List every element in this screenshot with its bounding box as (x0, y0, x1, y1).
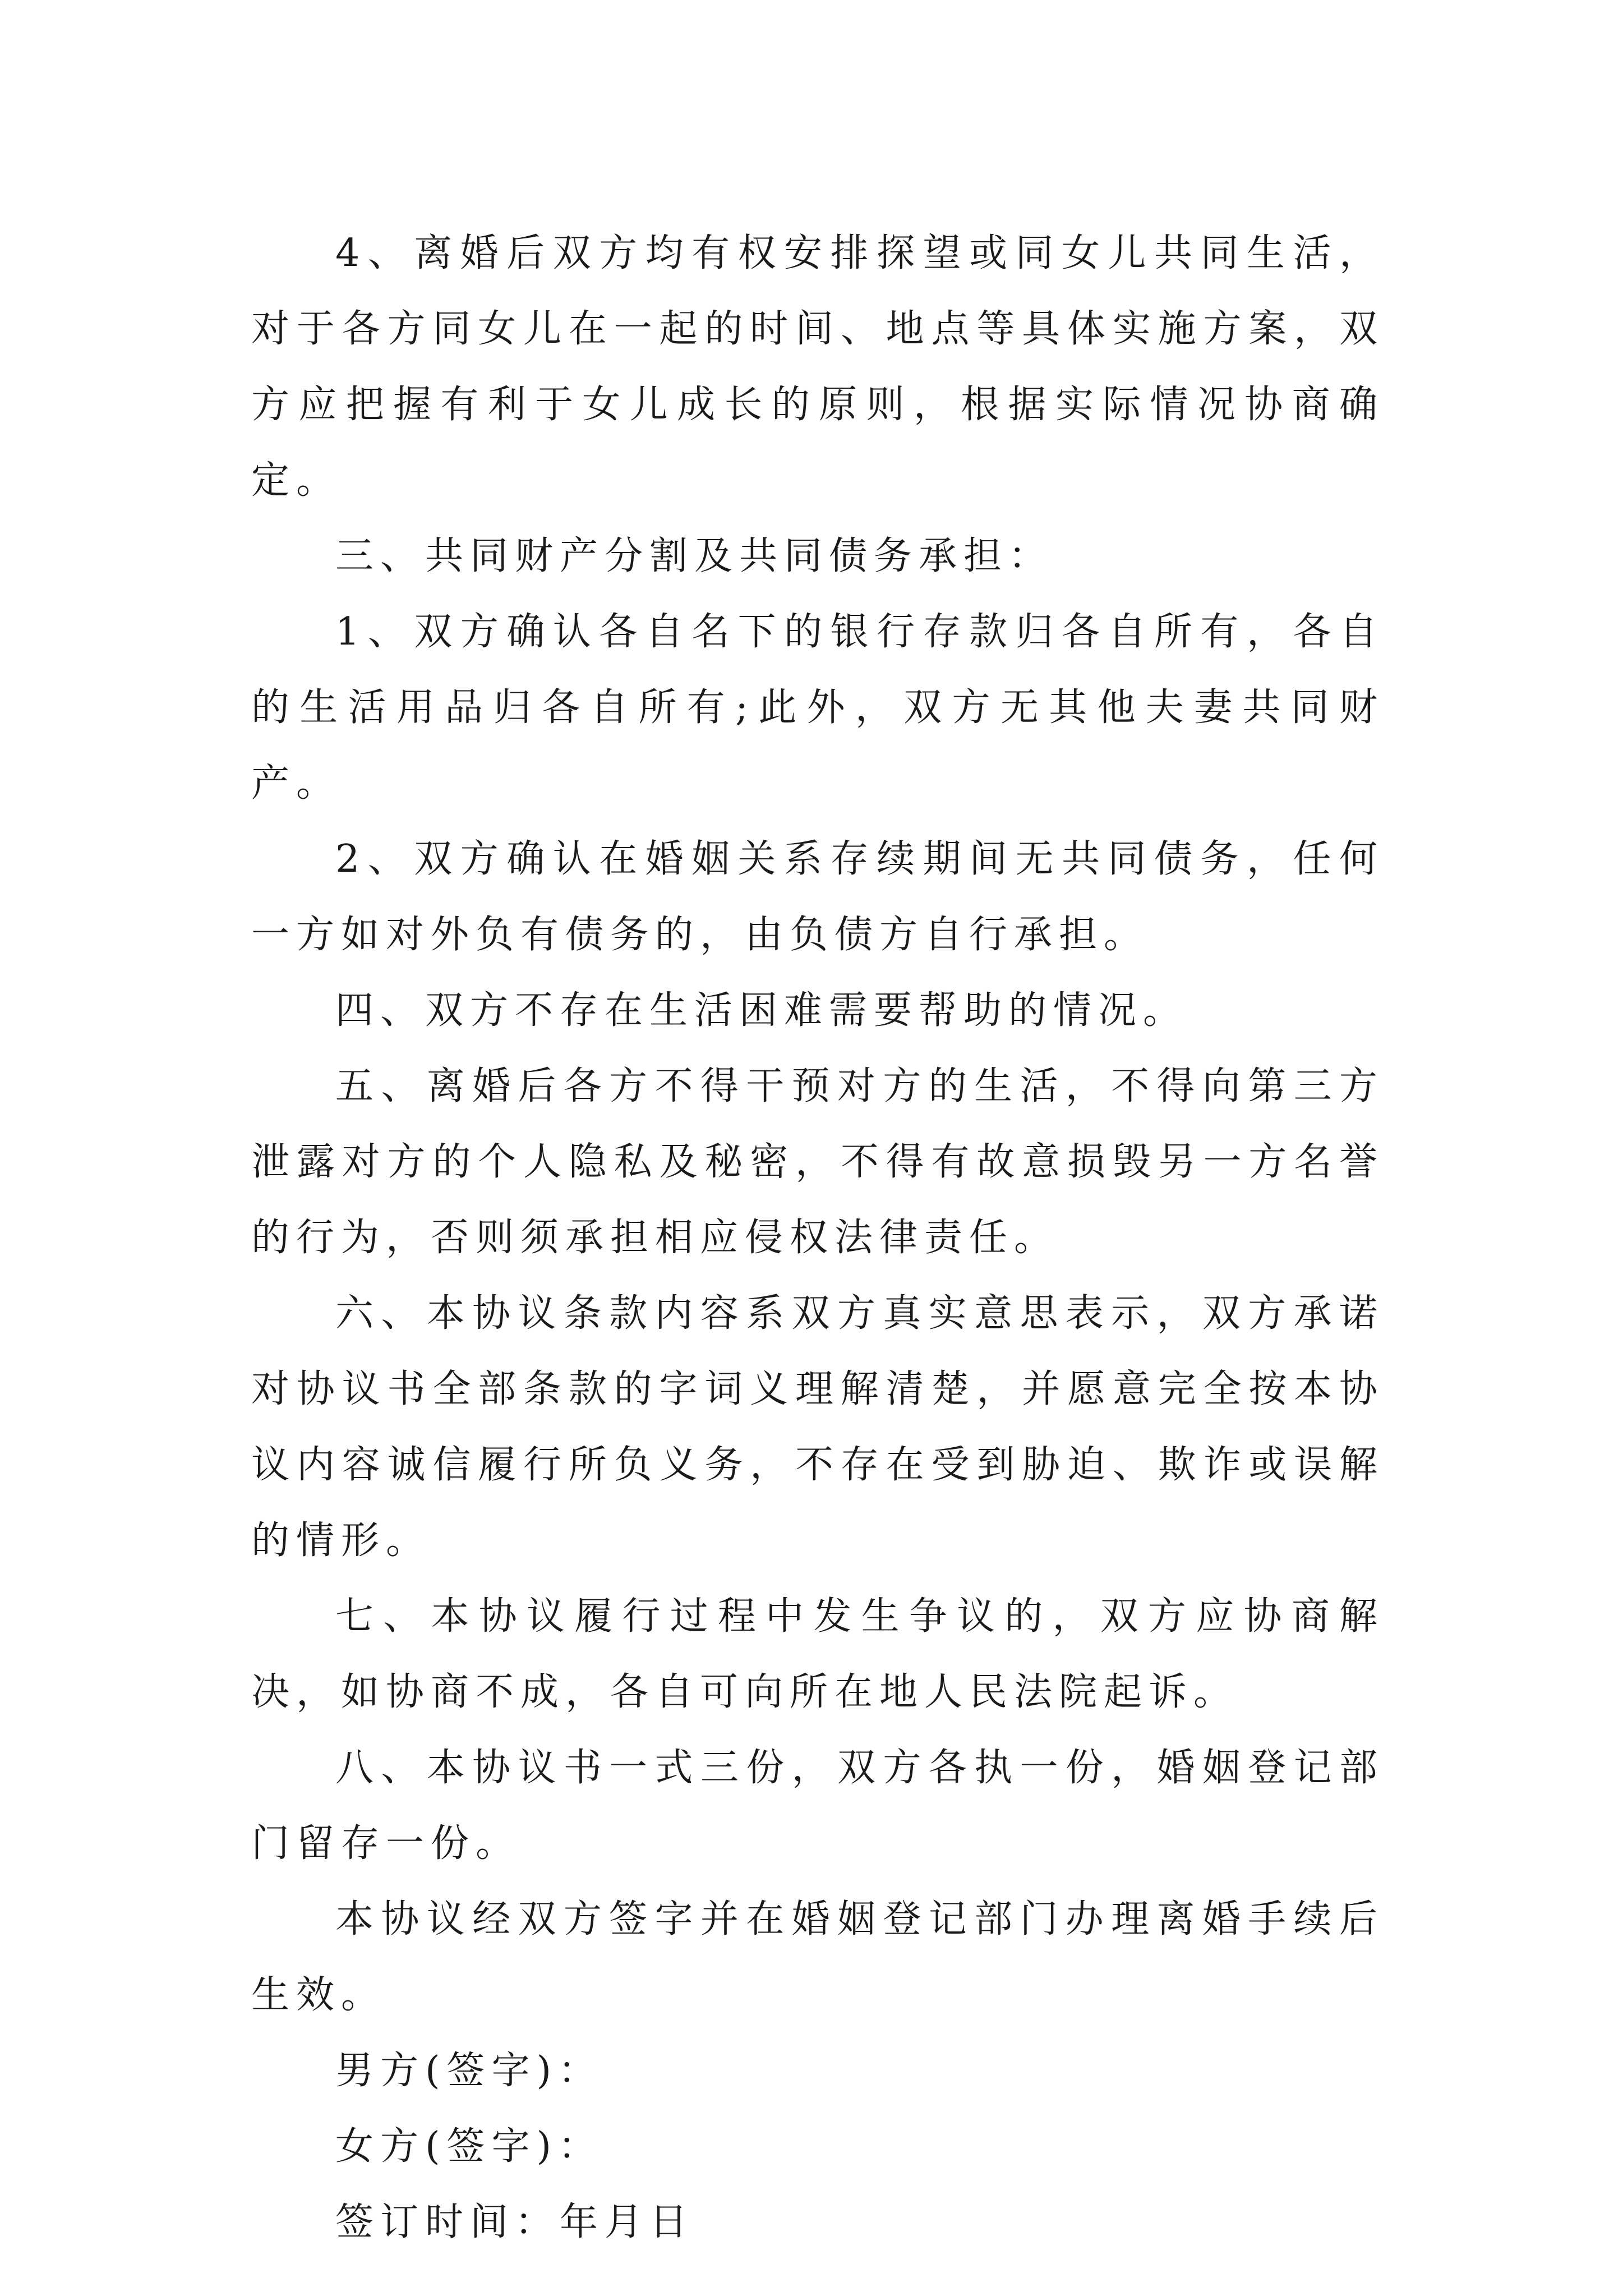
signing-date-line: 签订时间：年月日 (335, 2200, 695, 2244)
section-6-intent: 六、本协议条款内容系双方真实意思表示，双方承诺对协议书全部条款的字词义理解清楚，并愿意完全按本协议内容诚信履行所负义务，不存在受到胁迫、欺诈或误解的情形。 (251, 1291, 1384, 1563)
section-3-heading: 三、共同财产分割及共同债务承担： (335, 534, 1054, 578)
male-signature-line: 男方(签字)： (335, 2049, 603, 2093)
section-7-disputes: 七、本协议履行过程中发生争议的，双方应协商解决，如协商不成，各自可向所在地人民法院起诉。 (251, 1594, 1384, 1714)
clause-3-1-property: 1、双方确认各自名下的银行存款归各自所有，各自的生活用品归各自所有;此外，双方无其他夫妻共同财产。 (251, 610, 1384, 806)
clause-2-4-visitation: 4、离婚后双方均有权安排探望或同女儿共同生活，对于各方同女儿在一起的时间、地点等具体实施方案，双方应把握有利于女儿成长的原则，根据实际情况协商确定。 (251, 231, 1384, 503)
section-4-hardship: 四、双方不存在生活困难需要帮助的情况。 (335, 988, 1188, 1033)
document-body (251, 215, 1384, 2260)
section-5-privacy: 五、离婚后各方不得干预对方的生活，不得向第三方泄露对方的个人隐私及秘密，不得有故意损毁另一方名誉的行为，否则须承担相应侵权法律责任。 (251, 1064, 1384, 1260)
section-8-copies: 八、本协议书一式三份，双方各执一份，婚姻登记部门留存一份。 (251, 1746, 1384, 1866)
female-signature-line: 女方(签字)： (335, 2124, 603, 2169)
clause-3-2-debts: 2、双方确认在婚姻关系存续期间无共同债务，任何一方如对外负有债务的，由负债方自行承担。 (251, 837, 1384, 957)
effective-clause: 本协议经双方签字并在婚姻登记部门办理离婚手续后生效。 (251, 1897, 1384, 2017)
